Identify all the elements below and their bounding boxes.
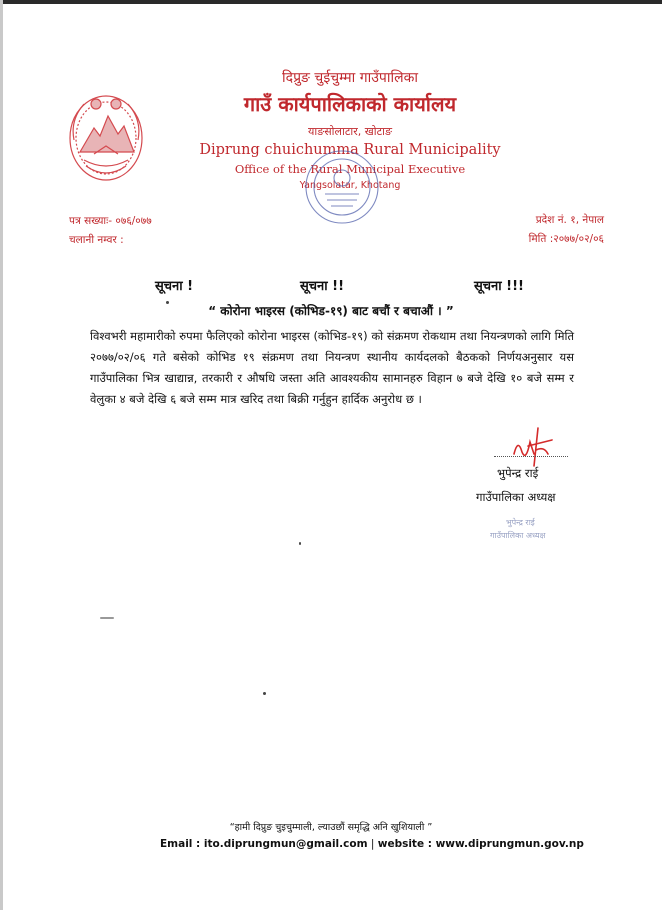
notice-body: विश्वभरी महामारीको रुपमा फैलिएको कोरोना भाइरस (कोभिड-१९) को संक्रमण रोकथाम तथा नियन्त्रणको लागि मिति २०७७/०२/०६ गते बसेको कोभिड १९ संक्रमण तथा नियन्त्रण स्थानीय कार्यदलको बैठकको निर्णयअनुसार यस गाउँपालिका भित्र खाद्यान्न, तरकारी र औषधि जस्ता अति आवश्यकीय सामानहरु विहान ७ बजे देखि १० बजे सम्म र वेलुका ४ बजे देखि ६ बजे सम्म मात्र खरिद तथा बिक्री गर्नुहुन हार्दिक अनुरोध छ । bbox=[90, 329, 574, 406]
address-nepali: याङसोलाटार, खोटाङ bbox=[308, 125, 392, 138]
signatory-title: गाउँपालिका अध्यक्ष bbox=[476, 490, 556, 504]
email-label: Email : bbox=[160, 838, 204, 850]
scan-speck bbox=[263, 692, 266, 695]
address-english: Yangsolatar, Khotang bbox=[299, 180, 401, 191]
office-title-nepali: गाउँ कार्यपालिकाको कार्यालय bbox=[243, 92, 457, 116]
signature-line bbox=[494, 456, 568, 457]
scan-left-edge bbox=[0, 0, 3, 910]
nepal-emblem-icon bbox=[66, 90, 146, 185]
footer-slogan: “हामी दिप्रुङ चुइचुम्माली, ल्याउछौं समृद्धि अनि खुशियाली ” bbox=[229, 822, 433, 833]
scan-top-edge bbox=[0, 0, 662, 4]
scan-speck bbox=[299, 542, 301, 545]
footer-contact bbox=[160, 838, 584, 850]
signature-icon bbox=[508, 424, 556, 468]
scan-speck bbox=[100, 617, 114, 619]
office-stamp-icon bbox=[303, 148, 381, 226]
date: मिति :२०७७/०२/०६ bbox=[528, 233, 604, 245]
footer-separator: | bbox=[367, 838, 378, 850]
website-link[interactable]: www.diprungmun.gov.np bbox=[435, 838, 584, 850]
office-title-english: Office of the Rural Municipal Executive bbox=[234, 162, 466, 176]
municipality-name-english: Diprung chuichumma Rural Municipality bbox=[199, 142, 501, 158]
signatory-stamp-title: गाउँपालिका अध्यक्ष bbox=[490, 531, 546, 540]
dispatch-number: चलानी नम्वर : bbox=[69, 234, 124, 246]
letter-number: पत्र सख्याः- ०७६/०७७ bbox=[69, 215, 152, 227]
province: प्रदेश नं. १, नेपाल bbox=[535, 214, 604, 226]
notice-heading-1: सूचना ! bbox=[155, 279, 194, 294]
municipality-name-nepali: दिप्रुङ चुईचुम्मा गाउँपालिका bbox=[282, 70, 418, 86]
signatory-stamp-name: भुपेन्द्र राई bbox=[506, 518, 535, 527]
website-label: website : bbox=[377, 838, 436, 850]
notice-heading-3: सूचना !!! bbox=[474, 279, 524, 294]
scan-speck bbox=[166, 301, 169, 304]
email-link[interactable]: ito.diprungmun@gmail.com bbox=[203, 838, 368, 850]
notice-heading-2: सूचना !! bbox=[300, 279, 345, 294]
notice-subject: “ कोरोना भाइरस (कोभिड-१९) बाट बचौं र बचाऔं । ” bbox=[208, 304, 454, 318]
signatory-name: भुपेन्द्र राई bbox=[497, 466, 539, 480]
